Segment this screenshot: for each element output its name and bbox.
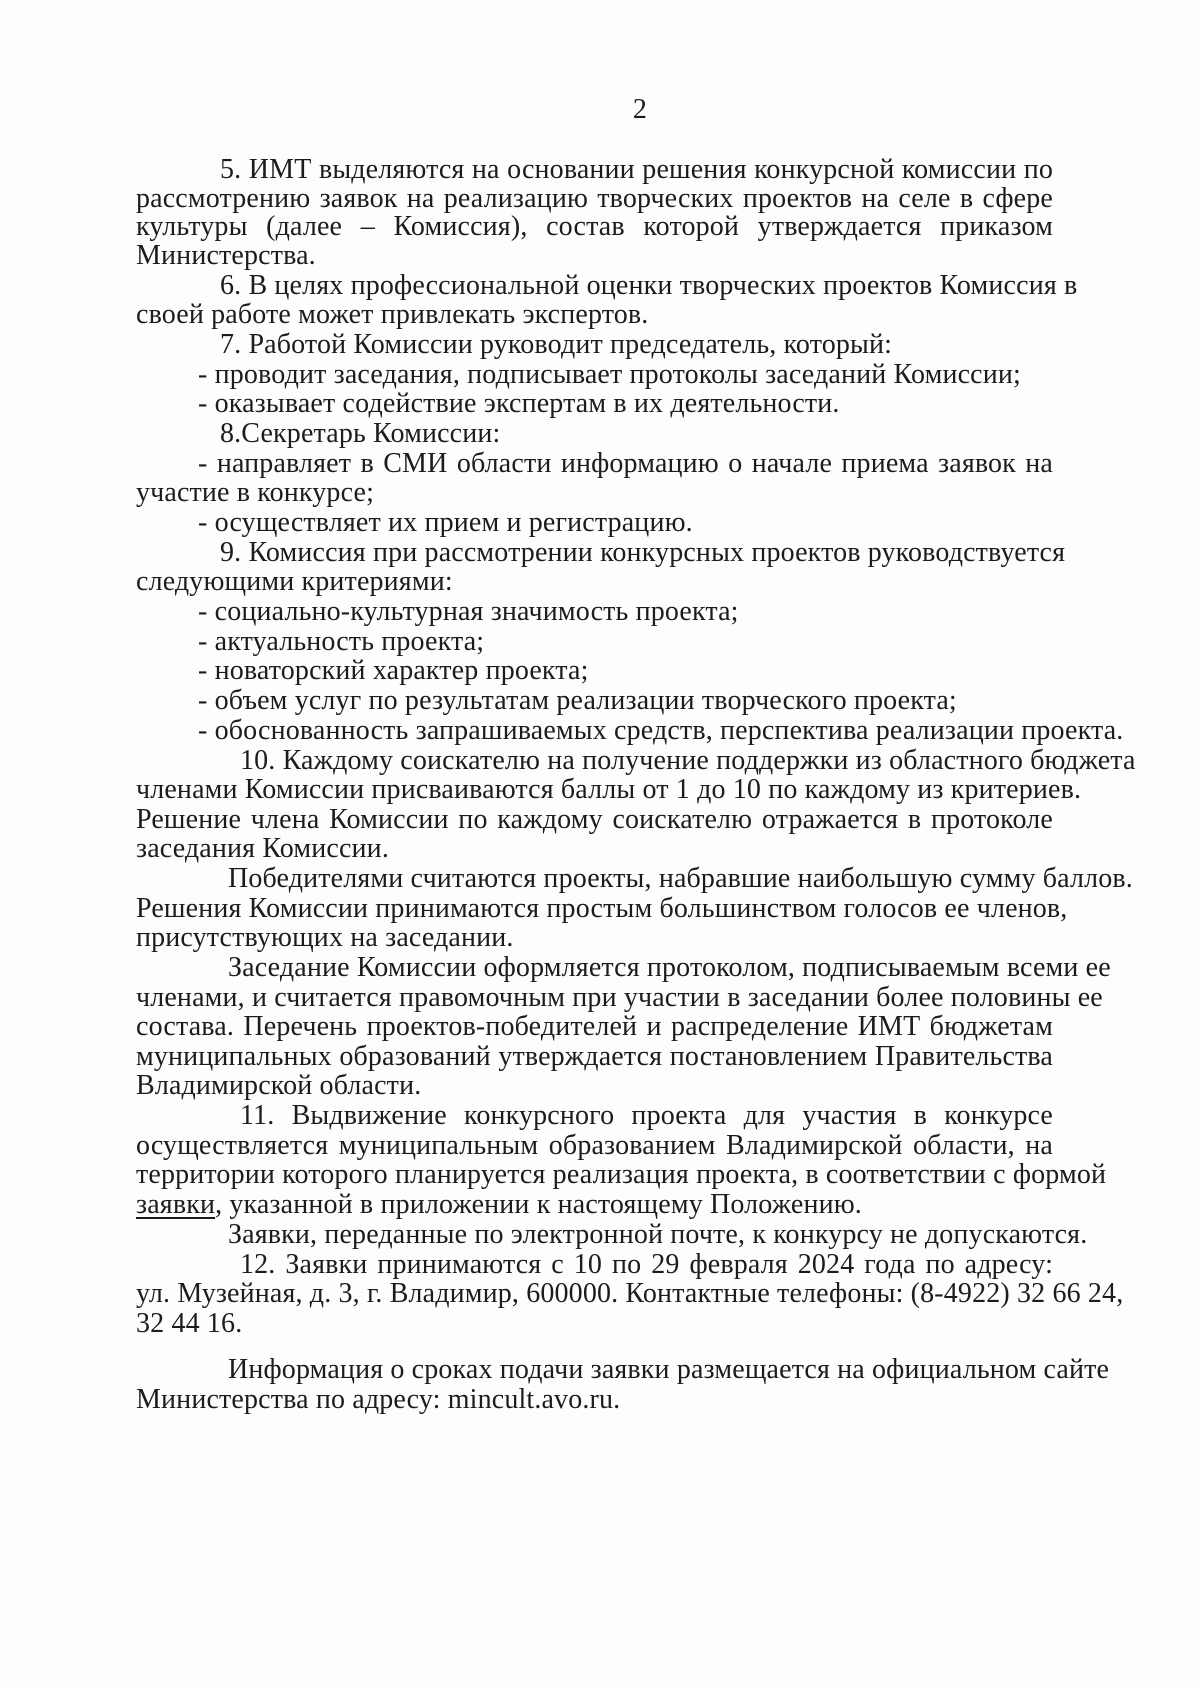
list-item: - осуществляет их прием и регистрацию. [198, 507, 693, 538]
text-line: Министерства. [136, 240, 316, 271]
text-line: 10. Каждому соискателю на получение поддержки из областного бюджета [240, 745, 1136, 776]
text-line [136, 1189, 1053, 1221]
text-line: Заседание Комиссии оформляется протоколом, подписываемым всеми ее [228, 952, 1111, 983]
text-line: территории которого планируется реализация проекта, в соответствии с формой [136, 1159, 1107, 1190]
list-item: - актуальность проекта; [198, 626, 485, 657]
text-line: 8.Секретарь Комиссии: [220, 418, 501, 449]
list-item: - новаторский характер проекта; [198, 655, 589, 686]
application-form-link[interactable]: заявки [136, 1189, 216, 1220]
text-line: Решение члена Комиссии по каждому соискателю отражается в протоколе [136, 804, 1053, 835]
text-line: 5. ИМТ выделяются на основании решения конкурсной комиссии по [220, 154, 1053, 185]
text-line: Решения Комиссии принимаются простым большинством голосов ее членов, [136, 893, 1068, 924]
text-line: 9. Комиссия при рассмотрении конкурсных проектов руководствуется [220, 537, 1066, 568]
text-line: муниципальных образований утверждается постановлением Правительства [136, 1041, 1053, 1072]
text-line: Владимирской области. [136, 1070, 422, 1101]
text-line: осуществляется муниципальным образованием Владимирской области, на [136, 1130, 1053, 1161]
text-line: членами, и считается правомочным при участии в заседании более половины ее [136, 982, 1103, 1013]
text-line: заседания Комиссии. [136, 833, 389, 864]
text-line: присутствующих на заседании. [136, 922, 514, 953]
list-item: - объем услуг по результатам реализации творческого проекта; [198, 685, 957, 716]
text-line: Информация о сроках подачи заявки размещается на официальном сайте [228, 1354, 1110, 1385]
text-line: культуры (далее – Комиссия), состав которой утверждается приказом [136, 211, 1053, 242]
list-item: - обоснованность запрашиваемых средств, перспектива реализации проекта. [198, 715, 1124, 746]
text-line: своей работе может привлекать экспертов. [136, 299, 649, 330]
text-line: Заявки, переданные по электронной почте, к конкурсу не допускаются. [228, 1219, 1088, 1250]
page-number: 2 [632, 94, 648, 125]
text-line: рассмотрению заявок на реализацию творческих проектов на селе в сфере [136, 183, 1053, 214]
text-line: Победителями считаются проекты, набравшие наибольшую сумму баллов. [228, 863, 1133, 894]
list-item: - направляет в СМИ области информацию о начале приема заявок на [198, 448, 1053, 479]
text-line: ул. Музейная, д. 3, г. Владимир, 600000. Контактные телефоны: (8-4922) 32 66 24, [136, 1278, 1124, 1309]
text-line: 7. Работой Комиссии руководит председатель, который: [220, 329, 893, 360]
text-line: состава. Перечень проектов-победителей и распределение ИМТ бюджетам [136, 1011, 1053, 1042]
text-line: участие в конкурсе; [136, 477, 375, 508]
text-line: 6. В целях профессиональной оценки творческих проектов Комиссия в [220, 270, 1078, 301]
list-item: - оказывает содействие экспертам в их деятельности. [198, 388, 840, 419]
text-line: Министерства по адресу: mincult.avo.ru. [136, 1384, 621, 1415]
text-line: следующими критериями: [136, 566, 453, 597]
text-line: членами Комиссии присваиваются баллы от 1 до 10 по каждому из критериев. [136, 774, 1082, 805]
text-line: 12. Заявки принимаются с 10 по 29 февраля 2024 года по адресу: [240, 1249, 1053, 1280]
list-item: - проводит заседания, подписывает протоколы заседаний Комиссии; [198, 359, 1021, 390]
text-line: 11. Выдвижение конкурсного проекта для участия в конкурсе [240, 1100, 1053, 1131]
list-item: - социально-культурная значимость проекта; [198, 596, 739, 627]
text-line: 32 44 16. [136, 1308, 243, 1339]
text-fragment: , указанной в приложении к настоящему Положению. [215, 1189, 862, 1220]
